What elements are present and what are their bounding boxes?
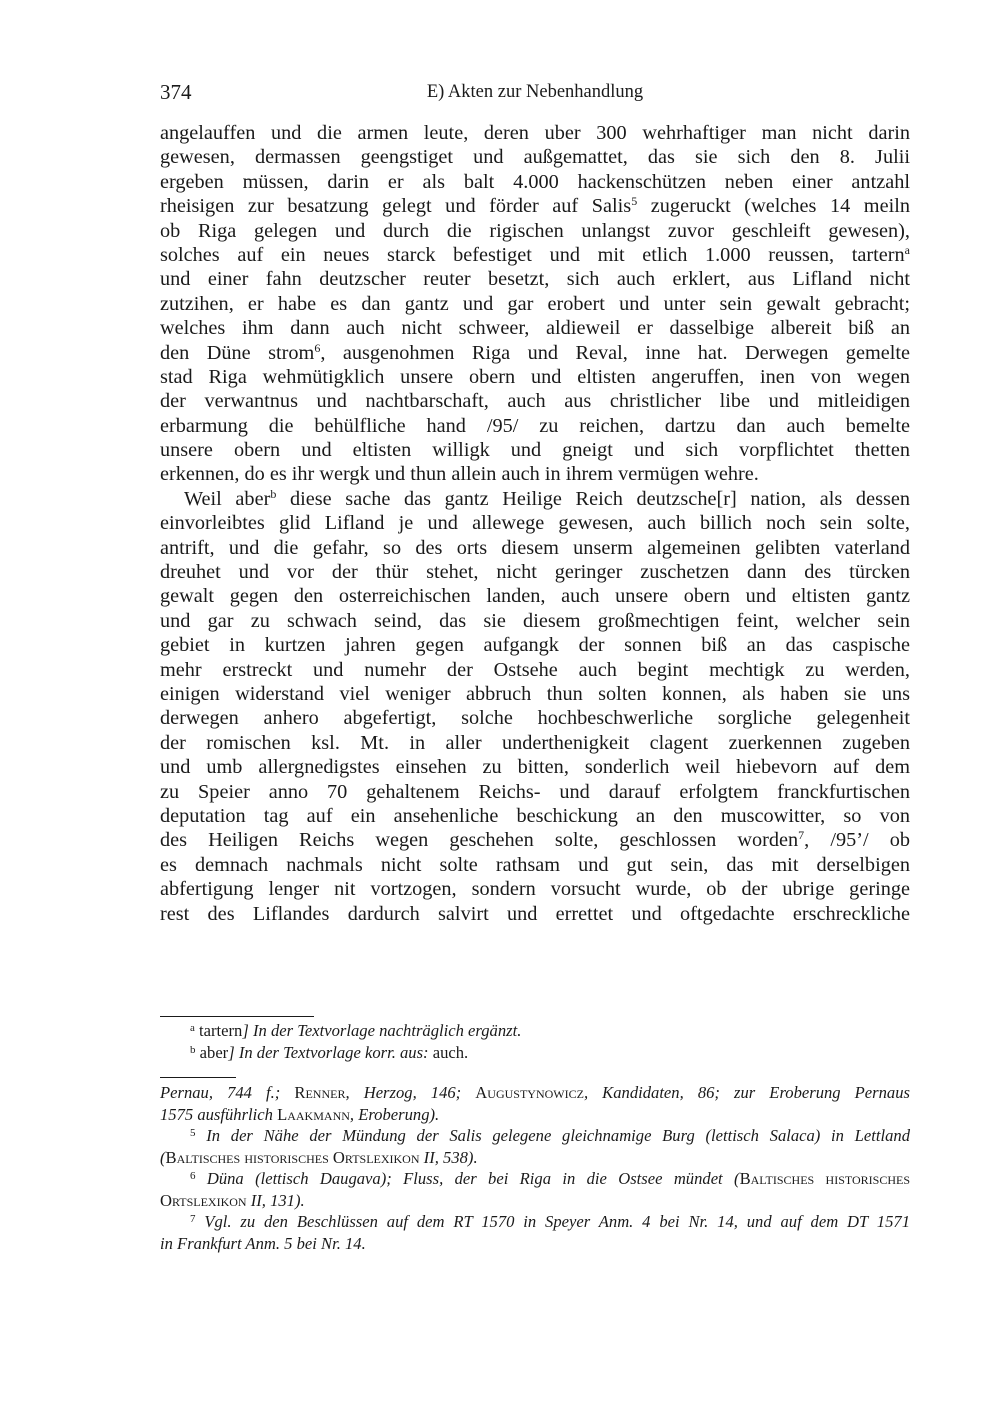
- critical-apparatus: [160, 1020, 910, 1063]
- text-line: derwegen anhero abgefertigt, solche hochbeschwerliche sorgliche gelegenheit: [160, 707, 910, 730]
- text-segment: , /95’/ ob: [804, 829, 911, 852]
- text-line: der romischen ksl. Mt. in aller underthenigkeit clagent zuerkennen zugeben: [160, 731, 910, 754]
- text-segment: diese sache das gantz Heilige Reich deutzsche[r] nation, als dessen: [276, 487, 911, 510]
- source-title: Baltisches historisches Ortslexikon: [165, 1147, 420, 1167]
- note-tail: auch.: [428, 1042, 469, 1062]
- text-segment: 1575 ausführlich: [160, 1104, 278, 1124]
- text-line: ob Riga gelegen und durch die rigischen unlangst zuvor geschleift gewesen),: [160, 219, 910, 242]
- text-segment: , Kandidaten, 86; zur Eroberung Pernaus: [583, 1083, 910, 1102]
- footnote-5-line-2: [160, 1147, 910, 1169]
- critical-note-b: [160, 1042, 910, 1064]
- text-line: zutzihen, er habe es dan gantz und gar erobert und unter sein gewalt gebracht;: [160, 292, 910, 315]
- footnote-6-line-2: [160, 1190, 910, 1212]
- text-segment: rheisigen zur besatzung gelegt und förder auf Salis: [160, 195, 632, 218]
- text-segment: II, 131).: [246, 1190, 305, 1210]
- note-mark: a: [190, 1022, 195, 1034]
- text-line: welches ihm dann auch nicht schweer, aldieweil er dasselbige albereit biß an: [160, 317, 910, 340]
- note-mark: b: [190, 1043, 196, 1056]
- footnote-5: [160, 1125, 910, 1147]
- text-line: mehr erstreckt und numehr der Ostsehe auch begint mechtigk zu werden,: [160, 658, 910, 681]
- text-segment: , ausgenohmen Riga und Reval, inne hat. Derwegen gemelte: [320, 341, 910, 364]
- text-line: zu Speier anno 70 gehaltenem Reichs- und darauf erfolgtem franckfurtischen: [160, 780, 910, 803]
- text-line: gewalt gegen den osterreichischen landen, auch unsere obern und eltisten gantz: [160, 585, 910, 608]
- note-bracket: ]: [242, 1021, 249, 1040]
- note-text: In der Nähe der Mündung der Salis gelegene gleichnamige Burg (lettisch Salaca) in Lettland: [195, 1126, 910, 1145]
- text-line: erkennen, do es ihr wergk und thun allein auch in ihrem vermügen wehre.: [160, 463, 759, 486]
- text-line: abfertigung lenger nit vortzogen, sondern vorsucht wurde, ob der ubrige geringe: [160, 878, 910, 901]
- main-text: [160, 121, 910, 926]
- text-line: deputation tag auf ein ansehenliche beschickung an den muscowitter, so von: [160, 804, 910, 827]
- footnote-continuation-line: [160, 1104, 910, 1126]
- running-title: E) Akten zur Nebenhandlung: [426, 82, 644, 102]
- text-line: erbarmung die behülfliche hand /95/ zu reichen, dartzu dan auch bemelte: [160, 414, 910, 437]
- text-line: es demnach nachmals nicht solte rathsam und gut sein, das mit derselbigen: [160, 853, 910, 876]
- text-line: [160, 243, 910, 267]
- author-name: Augustynowicz: [475, 1083, 584, 1102]
- footnote-continuation-line: [160, 1082, 910, 1104]
- note-mark: 5: [190, 1127, 196, 1139]
- author-name: Laakmann: [277, 1104, 350, 1124]
- historical-notes-divider: [160, 1077, 236, 1078]
- historical-footnotes: [160, 1082, 910, 1254]
- text-line: [160, 194, 910, 218]
- text-segment: (: [160, 1147, 166, 1167]
- author-name: Renner: [294, 1083, 346, 1102]
- text-line: unsere obern und eltisten willigk und gneigt und sich vorpflichtet thetten: [160, 439, 910, 462]
- footnote-7-line-2: [160, 1233, 910, 1255]
- note-lemma: tartern: [199, 1021, 243, 1040]
- critical-notes-divider: [160, 1016, 314, 1017]
- text-line: gebiet in kurtzen jahren gegen aufgangk der sonnen biß an das caspische: [160, 634, 910, 657]
- text-segment: Pernau, 744 f.;: [160, 1083, 295, 1102]
- note-text: Vgl. zu den Beschlüssen auf dem RT 1570 in Speyer Anm. 4 bei Nr. 14, und auf dem DT 1571: [195, 1212, 910, 1231]
- text-line: gewesen, dermassen geengstiget und außgemattet, das sie sich den 8. Julii: [160, 146, 910, 169]
- source-title: Ortslexikon: [160, 1190, 247, 1210]
- footnote-ref-b[interactable]: b: [270, 486, 277, 501]
- source-title: Baltisches historisches: [739, 1169, 911, 1188]
- footnote-ref-5[interactable]: 5: [631, 194, 638, 209]
- text-segment: II, 538).: [419, 1147, 478, 1167]
- critical-note-a: [160, 1020, 910, 1042]
- note-text: Düna (lettisch Daugava); Fluss, der bei Riga in die Ostsee mündet (: [195, 1169, 740, 1188]
- text-segment: den Düne strom: [160, 341, 315, 364]
- note-mark: 6: [190, 1170, 196, 1182]
- text-line: rest des Liflandes dardurch salvirt und errettet und oftgedachte erschreckliche: [160, 902, 910, 925]
- text-segment: zugeruckt (welches 14 meiln: [650, 195, 910, 218]
- note-text: in Frankfurt Anm. 5 bei Nr. 14.: [160, 1233, 366, 1253]
- text-segment: , Herzog, 146;: [345, 1083, 476, 1102]
- note-lemma: aber: [199, 1042, 229, 1062]
- text-line: [160, 487, 910, 511]
- text-line: [160, 828, 910, 852]
- footnote-ref-a[interactable]: a: [904, 242, 910, 257]
- running-head: [160, 80, 910, 108]
- text-line: einvorleibtes glid Lifland je und allewege gewesen, auch billich noch sein solte,: [160, 512, 910, 535]
- footnote-ref-7[interactable]: 7: [798, 828, 805, 843]
- text-segment: des Heiligen Reichs wegen geschehen solte, geschlossen worden: [160, 829, 799, 852]
- note-text: In der Textvorlage nachträglich ergänzt.: [248, 1021, 522, 1040]
- footnote-ref-6[interactable]: 6: [314, 340, 321, 355]
- text-segment: Weil aber: [184, 487, 271, 510]
- footnote-6: [160, 1168, 910, 1190]
- text-line: der verwantnus und nachtbarschaft, auch aus christlicher libe und mitleidigen: [160, 390, 910, 413]
- text-line: [160, 341, 910, 365]
- text-line: einigen widerstand viel weniger abbruch thun solten konnen, als haben sie uns: [160, 682, 910, 705]
- text-line: stad Riga wehmütigklich unsere obern und eltisten angeruffen, inen von wegen: [160, 365, 910, 388]
- text-line: dreuhet und vor der thür stehet, nicht geringer zuschetzen dann des türcken: [160, 561, 910, 584]
- text-line: und einer fahn deutzscher reuter besetzt, sich auch erklert, aus Lifland nicht: [160, 268, 910, 291]
- text-line: antrift, und die gefahr, so des orts diesem unserm algemeinen gelibten vaterland: [160, 536, 910, 559]
- text-line: und gar zu schwach seind, das sie diesem großmechtigen feint, welcher sein: [160, 609, 910, 632]
- text-segment: , Eroberung).: [349, 1104, 440, 1124]
- text-line: ergeben müssen, darin er als balt 4.000 hackenschützen neben einer antzahl: [160, 170, 910, 193]
- text-segment: solches auf ein neues starck befestiget und mit etlich 1.000 reussen, tartern: [160, 243, 905, 266]
- footnote-7: [160, 1211, 910, 1233]
- text-line: angelauffen und die armen leute, deren uber 300 wehrhaftiger man nicht darin: [160, 122, 910, 144]
- text-line: und umb allergnedigstes einsehen zu bitten, sonderlich weil hiebevorn auf dem: [160, 756, 910, 779]
- page-number: 374: [160, 80, 192, 104]
- note-bracket: ]: [228, 1042, 235, 1062]
- note-mark: 7: [190, 1213, 196, 1225]
- note-text: In der Textvorlage korr. aus:: [234, 1042, 429, 1062]
